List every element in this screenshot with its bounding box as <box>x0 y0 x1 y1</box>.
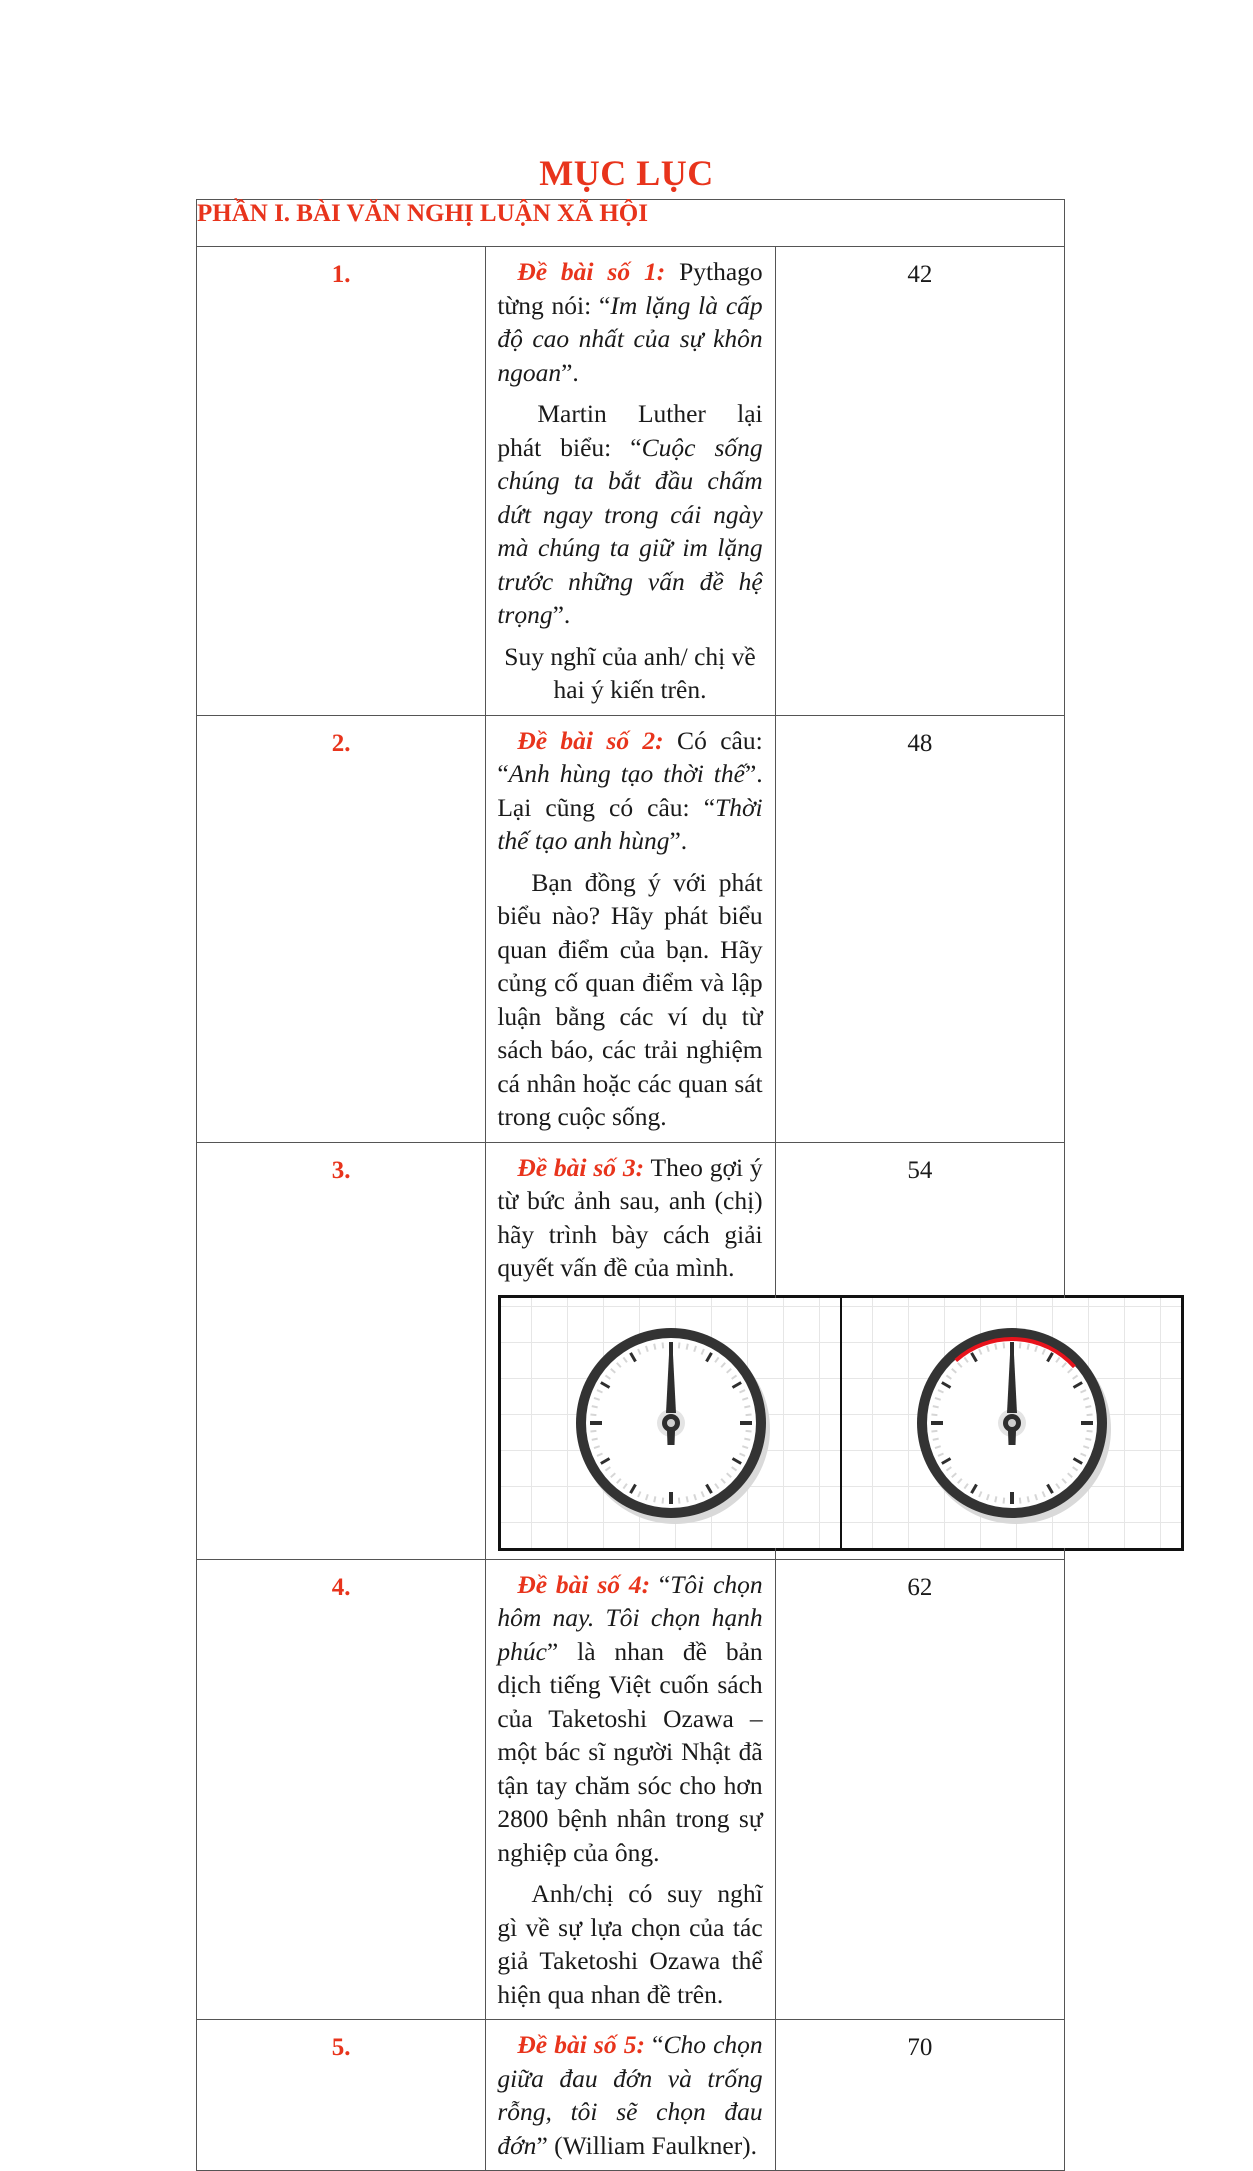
clock-minute-tick <box>1085 1438 1091 1439</box>
page-number[interactable]: 42 <box>775 247 1064 716</box>
entry-body <box>486 2020 775 2171</box>
entry-paragraph <box>497 255 762 389</box>
entry-body <box>486 1559 775 2020</box>
toc-table <box>196 199 1065 2171</box>
toc-entry[interactable] <box>197 1142 1065 1559</box>
clock-minute-tick <box>662 1342 663 1348</box>
section-heading: PHẦN I. BÀI VĂN NGHỊ LUẬN XÃ HỘI <box>197 200 1065 247</box>
entry-body <box>486 1142 775 1559</box>
entry-quote: Cuộc sống chúng ta bắt đầu chấm dứt ngay trong cái ngày mà chúng ta giữ im lặng trước những vấn đề hệ trọng <box>497 432 763 629</box>
clock-minute-tick <box>590 1430 596 1431</box>
entry-paragraph <box>497 397 762 632</box>
entry-text: ” là nhan đề bản dịch tiếng Việt cuốn sách của Taketoshi Ozawa – một bác sĩ người Nhật đã tận tay chăm sóc cho hơn 2800 bệnh nhân trong sự nghiệp của ông. <box>497 1636 763 1867</box>
clock-minute-tick <box>1003 1342 1004 1348</box>
section-row <box>197 200 1065 247</box>
entry-number: 3. <box>197 1142 486 1559</box>
clock-minute-tick <box>995 1496 996 1502</box>
entry-paragraph <box>497 724 762 858</box>
clock-minute-tick <box>1086 1414 1092 1415</box>
entry-body <box>486 247 775 716</box>
entry-number: 5. <box>197 2020 486 2171</box>
clock-hand-tail <box>1008 1431 1016 1445</box>
page-number[interactable]: 54 <box>775 1142 1064 1559</box>
clock-hub-center <box>667 1419 675 1427</box>
clock-minute-tick <box>590 1414 596 1415</box>
clock-minute-tick <box>679 1497 680 1503</box>
clock-icon <box>907 1318 1117 1528</box>
entry-quote: Tôi chọn hôm nay. Tôi chọn hạnh phúc <box>497 1569 763 1666</box>
clock-minute-tick <box>1003 1497 1004 1503</box>
page-title: MỤC LỤC <box>539 153 714 193</box>
clock-minute-tick <box>995 1343 996 1349</box>
clock-minute-tick <box>592 1406 598 1407</box>
entry-text: ”. <box>561 357 579 387</box>
entry-text: ” (William Faulkner). <box>536 2130 758 2160</box>
clock-minute-tick <box>654 1496 655 1502</box>
entry-body <box>486 715 775 1142</box>
clock-icon <box>566 1318 776 1528</box>
clock-minute-tick <box>745 1414 751 1415</box>
clock-minute-tick <box>933 1406 939 1407</box>
entry-quote: Im lặng là cấp độ cao nhất của sự khôn ngoan <box>497 290 763 387</box>
entry-text: Pythago từng nói: “ <box>497 257 763 320</box>
entry-label: Đề bài số 4: <box>517 1569 651 1599</box>
toc-entry[interactable] <box>197 1559 1065 2020</box>
entry-paragraph: Suy nghĩ của anh/ chị về hai ý kiến trên. <box>504 641 756 704</box>
entry-paragraph <box>497 1151 762 1285</box>
clock-minute-tick <box>1020 1497 1021 1503</box>
entry-quote: Cho chọn giữa đau đớn và trống rỗng, tôi sẽ chọn đau đớn <box>497 2030 763 2160</box>
entry-text: Có câu: “ <box>497 725 763 788</box>
clock-illustration <box>498 1295 1184 1551</box>
entry-text: Martin Luther lại phát biểu: “ <box>497 399 763 462</box>
clock-minute-tick <box>1027 1496 1028 1502</box>
clock-minute-tick <box>654 1343 655 1349</box>
clock-panel-right <box>840 1298 1181 1548</box>
entry-paragraph <box>497 1568 762 1870</box>
clock-minute-tick <box>686 1496 687 1502</box>
clock-minute-tick <box>1027 1343 1028 1349</box>
clock-hand-tail <box>667 1431 675 1445</box>
clock-hub-center <box>1008 1419 1016 1427</box>
clock-minute-tick <box>686 1343 687 1349</box>
clock-minute-tick <box>662 1497 663 1503</box>
entry-text: ”. Lại cũng có câu: “ <box>497 759 763 822</box>
toc-entry[interactable] <box>197 715 1065 1142</box>
clock-minute-tick <box>933 1438 939 1439</box>
clock-minute-tick <box>931 1430 937 1431</box>
entry-label: Đề bài số 3: <box>517 1152 645 1182</box>
toc-entry[interactable] <box>197 2020 1065 2171</box>
entry-label: Đề bài số 5: <box>517 2030 645 2059</box>
entry-paragraph <box>497 2028 762 2162</box>
entry-text: “ <box>644 2030 664 2059</box>
entry-quote: Anh hùng tạo thời thế <box>508 759 745 788</box>
entry-number: 4. <box>197 1559 486 2020</box>
entry-text: “ <box>650 1569 671 1599</box>
clock-panel-left <box>501 1298 840 1548</box>
page-number[interactable]: 70 <box>775 2020 1064 2171</box>
clock-minute-tick <box>1020 1342 1021 1348</box>
entry-text: ”. <box>552 600 571 629</box>
clock-minute-tick <box>1085 1406 1091 1407</box>
entry-text: ”. <box>669 826 688 855</box>
clock-minute-tick <box>745 1430 751 1431</box>
entry-label: Đề bài số 1: <box>517 257 666 286</box>
clock-minute-tick <box>592 1438 598 1439</box>
clock-minute-tick <box>679 1342 680 1348</box>
clock-minute-tick <box>744 1406 750 1407</box>
clock-minute-tick <box>1086 1430 1092 1431</box>
entry-number: 1. <box>197 247 486 716</box>
toc-entry[interactable] <box>197 247 1065 716</box>
clock-minute-tick <box>931 1414 937 1415</box>
page-number[interactable]: 48 <box>775 715 1064 1142</box>
entry-label: Đề bài số 2: <box>517 725 664 755</box>
entry-text: Theo gợi ý từ bức ảnh sau, anh (chị) hãy trình bày cách giải quyết vấn đề của mình. <box>497 1152 763 1282</box>
entry-number: 2. <box>197 715 486 1142</box>
clock-minute-tick <box>744 1438 750 1439</box>
entry-paragraph: Bạn đồng ý với phát biểu nào? Hãy phát biểu quan điểm của bạn. Hãy củng cố quan điểm và lập luận bằng các ví dụ từ sách báo, các trải nghiệm cá nhân hoặc các quan sát trong cuộc sống. <box>497 867 763 1131</box>
entry-paragraph: Anh/chị có suy nghĩ gì về sự lựa chọn của tác giả Taketoshi Ozawa thể hiện qua nhan đề trên. <box>497 1879 763 2009</box>
entry-quote: Thời thế tạo anh hùng <box>497 792 763 855</box>
page-number[interactable]: 62 <box>775 1559 1064 2020</box>
